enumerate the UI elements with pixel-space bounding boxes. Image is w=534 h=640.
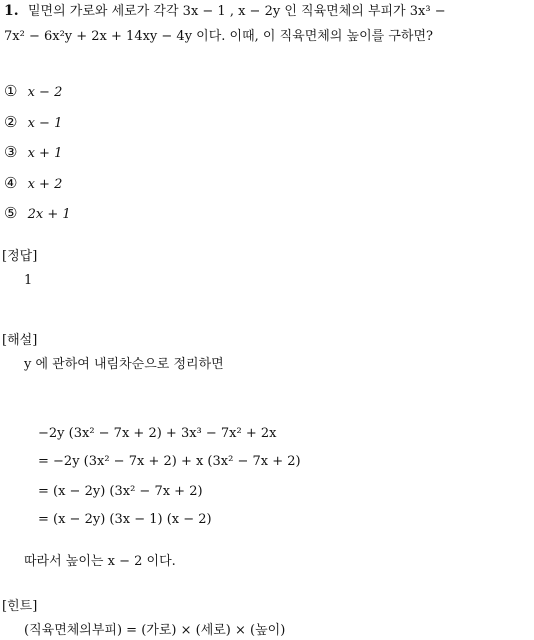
question-text-line2: 7x² − 6x²y + 2x + 14xy − 4y 이다. 이때, 이 직육면체의 높이를 구하면? (4, 29, 433, 44)
option-3-mark: ③ (4, 143, 18, 161)
option-5[interactable] (4, 206, 71, 221)
option-1[interactable] (4, 84, 62, 99)
option-5-text: 2x + 1 (27, 207, 71, 222)
question-text-line1: 밑면의 가로와 세로가 각각 3x − 1 , x − 2y 인 직육면체의 부피가 3x³ − (28, 4, 446, 19)
option-4[interactable] (4, 176, 62, 191)
derivation-step-4: = (x − 2y) (3x − 1) (x − 2) (38, 512, 212, 527)
answer-heading: [정답] (2, 249, 38, 264)
answer-value: 1 (24, 273, 33, 288)
derivation-step-2: = −2y (3x² − 7x + 2) + x (3x² − 7x + 2) (38, 454, 301, 469)
option-2-mark: ② (4, 113, 18, 131)
option-2[interactable] (4, 115, 62, 130)
explanation-conclusion: 따라서 높이는 x − 2 이다. (24, 554, 176, 569)
hint-text: (직육면체의부피) = (가로) × (세로) × (높이) (24, 623, 286, 638)
option-5-mark: ⑤ (4, 204, 18, 222)
option-4-text: x + 2 (27, 177, 63, 192)
explanation-intro: y 에 관하여 내림차순으로 정리하면 (24, 357, 224, 372)
option-2-text: x − 1 (27, 116, 63, 131)
derivation-step-1: −2y (3x² − 7x + 2) + 3x³ − 7x² + 2x (38, 426, 277, 441)
option-1-text: x − 2 (27, 85, 63, 100)
option-3[interactable] (4, 145, 62, 160)
option-1-mark: ① (4, 82, 18, 100)
option-4-mark: ④ (4, 174, 18, 192)
explanation-heading: [해설] (2, 333, 38, 348)
hint-heading: [힌트] (2, 599, 38, 614)
question-number: 1. (4, 3, 19, 19)
option-3-text: x + 1 (27, 146, 63, 161)
derivation-step-3: = (x − 2y) (3x² − 7x + 2) (38, 484, 203, 499)
